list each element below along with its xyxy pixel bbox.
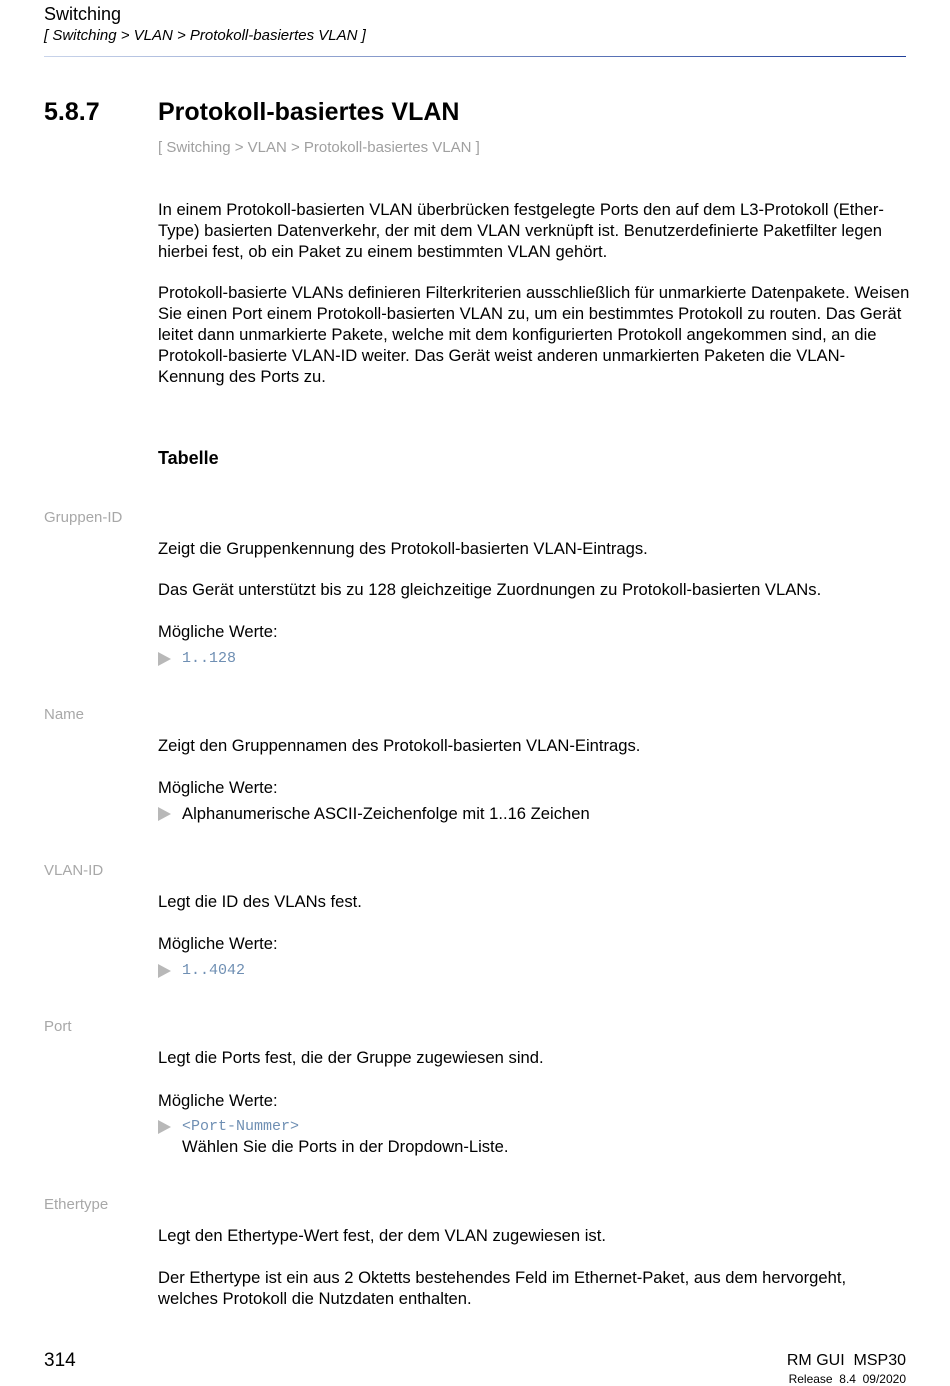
running-header-title: Switching [44, 4, 122, 24]
triangle-bullet-icon [158, 807, 171, 821]
table-heading: Tabelle [158, 448, 219, 468]
entry-description: Legt die Ports fest, die der Gruppe zugewiesen sind. [158, 1048, 544, 1067]
term-port: Port [44, 1018, 72, 1035]
possible-values-label: Mögliche Werte: [158, 1091, 278, 1110]
running-header-breadcrumb: [ Switching > VLAN > Protokoll-basiertes VLAN ] [44, 27, 366, 44]
value-text: Alphanumerische ASCII-Zeichenfolge mit 1..16 Zeichen [182, 804, 590, 823]
value-text: 1..4042 [182, 962, 246, 979]
value-note: Wählen Sie die Ports in der Dropdown-Liste. [182, 1137, 509, 1156]
triangle-bullet-icon [158, 1120, 171, 1134]
possible-values-label: Mögliche Werte: [158, 934, 278, 953]
term-ethertype: Ethertype [44, 1196, 109, 1213]
triangle-bullet-icon [158, 964, 171, 978]
header-divider [44, 56, 906, 57]
entry-description: Legt den Ethertype-Wert fest, der dem VLAN zugewiesen ist. [158, 1226, 606, 1245]
intro-paragraph: Protokoll-basierte VLANs definieren Filterkriterien ausschließlich für unmarkierte Datenpakete. Weisen Sie einen Port einem Protokoll-basierten VLAN zu, um ein bestimmtes Protokoll zu routen. Das Gerät leitet dann unmarkierte Pakete, welche mit dem konfigurierten Protokoll angekommen sind, an die Protokoll-basierte VLAN-ID weiter. Das Gerät weist anderen unmarkierten Paketen die VLAN-Kennung des Ports zu. [158, 283, 910, 386]
entry-description: Zeigt den Gruppennamen des Protokoll-basierten VLAN-Eintrags. [158, 736, 641, 755]
triangle-bullet-icon [158, 652, 171, 666]
entry-description: Das Gerät unterstützt bis zu 128 gleichzeitige Zuordnungen zu Protokoll-basierten VLANs. [158, 580, 822, 599]
section-number: 5.8.7 [44, 98, 100, 126]
intro-paragraph: In einem Protokoll-basierten VLAN überbrücken festgelegte Ports den auf dem L3-Protokoll (Ether-Type) basierten Datenverkehr, der mit dem VLAN verknüpft ist. Benutzerdefinierte Paketfilter legen hierbei fest, ob ein Paket zu einem bestimmten VLAN gehört. [158, 200, 884, 261]
page-number: 314 [44, 1350, 76, 1371]
entry-description: Zeigt die Gruppenkennung des Protokoll-basierten VLAN-Eintrags. [158, 539, 648, 558]
possible-values-label: Mögliche Werte: [158, 778, 278, 797]
entry-description: Legt die ID des VLANs fest. [158, 892, 362, 911]
release-info: Release 8.4 09/2020 [788, 1372, 906, 1386]
document-id: RM GUI MSP30 [786, 1352, 906, 1369]
section-breadcrumb: [ Switching > VLAN > Protokoll-basiertes VLAN ] [158, 139, 480, 156]
entry-description: Der Ethertype ist ein aus 2 Oktetts bestehendes Feld im Ethernet-Paket, aus dem hervorgeht, welches Protokoll die Nutzdaten enthalten. [158, 1268, 847, 1308]
section-title: Protokoll-basiertes VLAN [158, 98, 460, 126]
possible-values-label: Mögliche Werte: [158, 622, 278, 641]
term-vlan-id: VLAN-ID [44, 862, 104, 879]
value-text: <Port-Nummer> [182, 1118, 300, 1135]
term-name: Name [44, 706, 85, 723]
value-text: 1..128 [182, 650, 237, 667]
term-gruppen-id: Gruppen-ID [44, 509, 123, 526]
